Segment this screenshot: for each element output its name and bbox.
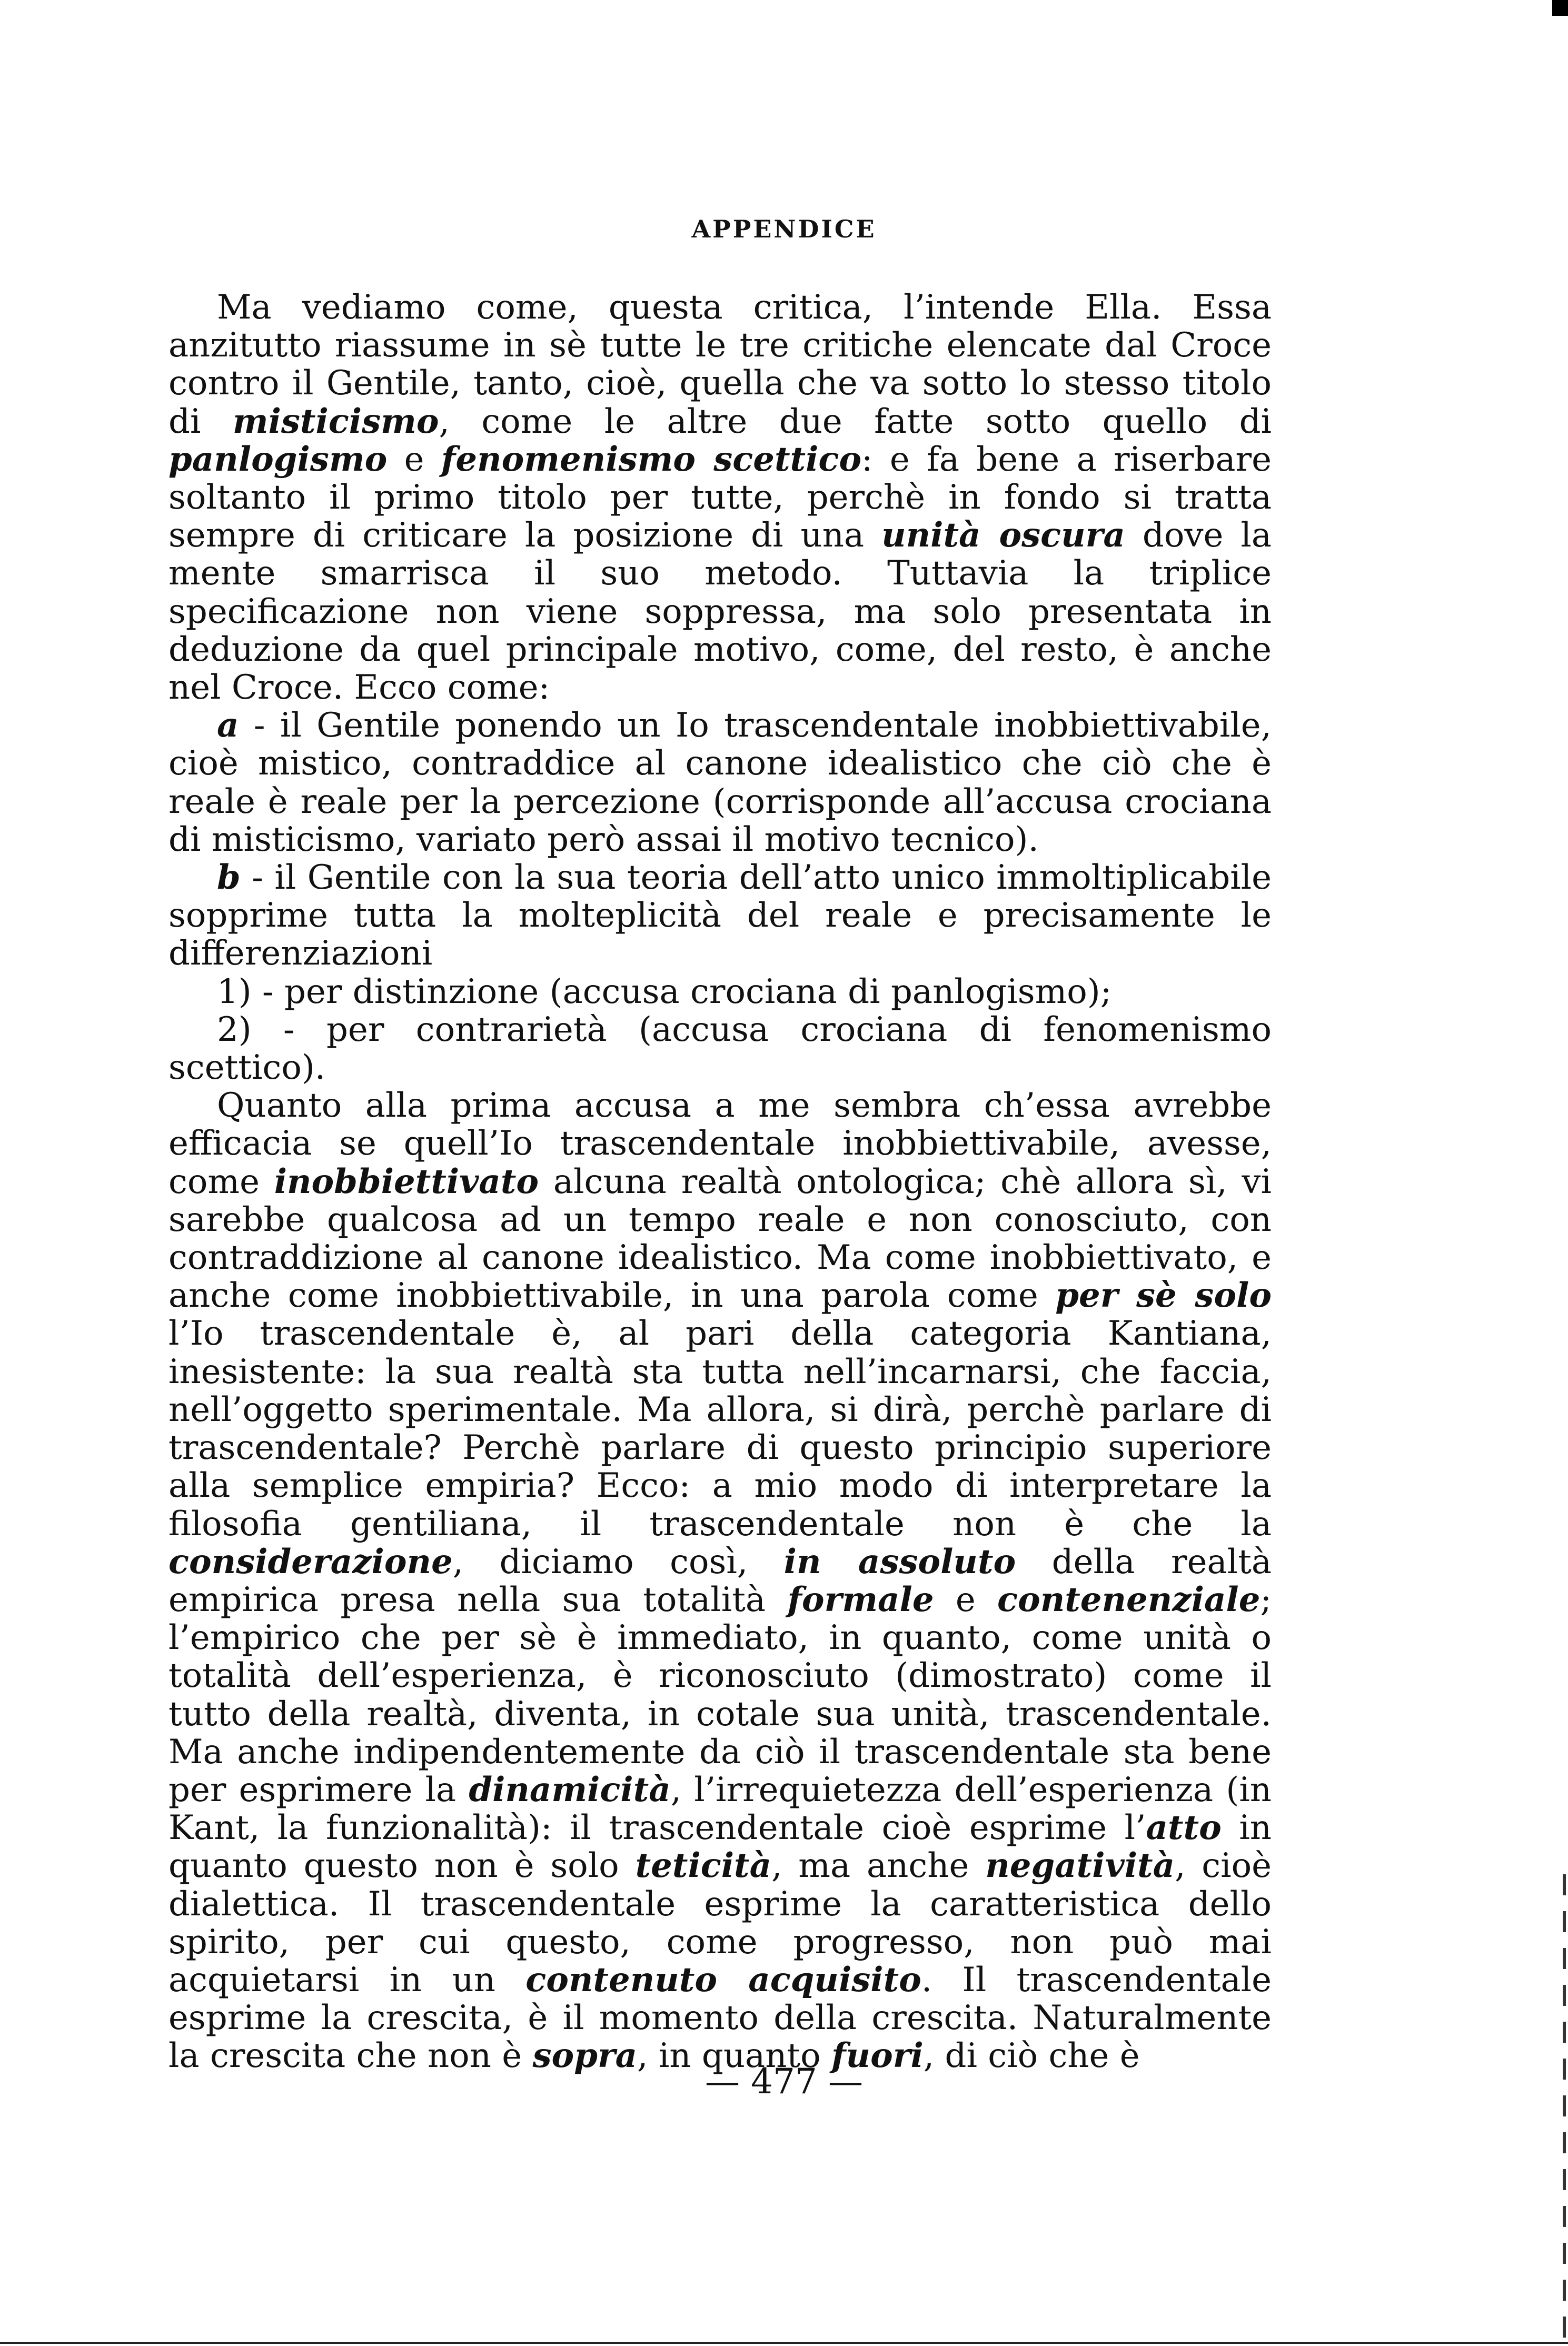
emphasis: inobbiettivato [274, 1161, 539, 1201]
emphasis: formale [787, 1579, 934, 1619]
running-header: APPENDICE [691, 215, 877, 243]
scan-corner-mark [1552, 0, 1568, 16]
text-run: 1) - per distinzione (accusa crociana di panlogismo); [217, 972, 1112, 1011]
emphasis: fenomenismo scettico [441, 439, 862, 479]
point-letter: a [217, 705, 239, 745]
text-run: Quanto alla prima accusa a me sembra ch’essa avrebbe efficacia se quell’Io trascendentale inobbiettivabile, avesse, come [168, 1086, 1272, 1201]
paragraph-intro [168, 289, 1272, 707]
text-run: - il Gentile ponendo un Io trascendentale inobbiettivabile, cioè mistico, contraddice al canone idealistico che ciò che è reale è reale per la percezione (corrisponde all’accusa crociana di misticismo, variato però assai il motivo tecnico). [168, 706, 1272, 859]
body-text [168, 289, 1272, 2075]
point-b [168, 859, 1272, 973]
emphasis: negatività [985, 1846, 1175, 1886]
emphasis: misticismo [232, 401, 439, 441]
text-run: l’Io trascendentale è, al pari della categoria Kantiana, inesistente: la sua realtà sta tutta nell’incarnarsi, che faccia, nell’oggetto sperimentale. Ma allora, si dirà, perchè parlare di trascendentale? Perchè parlare di questo principio superiore alla semplice empiria? Ecco: a mio modo di interpretare la filosofia gentiliana, il trascendentale non è che la [168, 1314, 1272, 1544]
emphasis: fuori [831, 2036, 924, 2076]
emphasis: teticità [635, 1846, 772, 1886]
emphasis: in assoluto [783, 1542, 1016, 1582]
text-run: - il Gentile con la sua teoria dell’atto unico immoltiplicabile sopprime tutta la molteplicità del reale e precisamente le differenziazioni [168, 858, 1272, 973]
point-a [168, 707, 1272, 859]
text-run: , cioè dialettica. Il trascendentale esprime la caratteristica dello spirito, per cui questo, come progresso, non può mai acquietarsi in un [168, 1846, 1272, 2000]
text-run: , di ciò che è [923, 2036, 1140, 2076]
emphasis: atto [1146, 1808, 1222, 1848]
text-run: . Il trascendentale esprime la crescita, è il momento della crescita. Naturalmente la crescita che non è [168, 1960, 1272, 2076]
emphasis: dinamicità [469, 1770, 671, 1810]
text-run: 2) - per contrarietà (accusa crociana di fenomenismo scettico). [168, 1010, 1272, 1088]
emphasis: panlogismo [168, 439, 388, 479]
paragraph-argument [168, 1087, 1272, 2075]
text-run: dove la mente smarrisca il suo metodo. Tuttavia la triplice specificazione non viene soppressa, ma solo presentata in deduzione da quel principale motivo, come, del resto, è anche nel Croce. Ecco come: [168, 516, 1272, 708]
list-item-1 [168, 973, 1272, 1011]
text-run: , l’irrequietezza dell’esperienza (in Kant, la funzionalità): il trascendentale cioè esprime l’ [168, 1770, 1272, 1848]
list-item-2 [168, 1011, 1272, 1087]
text-run: della realtà empirica presa nella sua totalità [168, 1542, 1272, 1619]
text-run: , diciamo così, [452, 1542, 784, 1582]
text-run: ; l’empirico che per sè è immediato, in quanto, come unità o totalità dell’esperienza, è riconosciuto (dimostrato) come il tutto della realtà, diventa, in cotale sua unità, trascendentale. Ma anche indipendentemente da ciò il trascendentale sta bene per esprimere la [168, 1580, 1272, 1810]
emphasis: sopra [532, 2036, 638, 2076]
emphasis: per sè solo [1055, 1276, 1272, 1316]
emphasis: unità oscura [881, 515, 1125, 555]
text-run: , ma anche [771, 1846, 986, 1886]
page-number: — 477 — [705, 2061, 863, 2102]
emphasis: considerazione [168, 1542, 453, 1582]
text-run: , come le altre due fatte sotto quello di [439, 402, 1272, 441]
text-run: e [387, 440, 441, 479]
text-run: alcuna realtà ontologica; chè allora sì, vi sarebbe qualcosa ad un tempo reale e non conosciuto, con contraddizione al canone idealistico. Ma come inobbiettivato, e anche come inobbiettivabile, in una parola come [168, 1162, 1272, 1316]
point-letter: b [217, 858, 241, 898]
emphasis: contenenziale [997, 1579, 1261, 1619]
text-run: Ma vediamo come, questa critica, l’intende Ella. Essa anzitutto riassume in sè tutte le tre critiche elencate dal Croce contro il Gentile, tanto, cioè, quella che va sotto lo stesso titolo di [168, 288, 1272, 441]
scan-edge-artifact [1563, 1874, 1566, 2338]
text-run: , in quanto [637, 2036, 831, 2076]
scan-bottom-edge [0, 2342, 1568, 2344]
emphasis: contenuto acquisito [525, 1960, 921, 2000]
text-run: : e fa bene a riserbare soltanto il primo titolo per tutte, perchè in fondo si tratta sempre di criticare la posizione di una [168, 440, 1272, 555]
text-run: e [934, 1580, 998, 1619]
text-run: in quanto questo non è solo [168, 1808, 1272, 1886]
